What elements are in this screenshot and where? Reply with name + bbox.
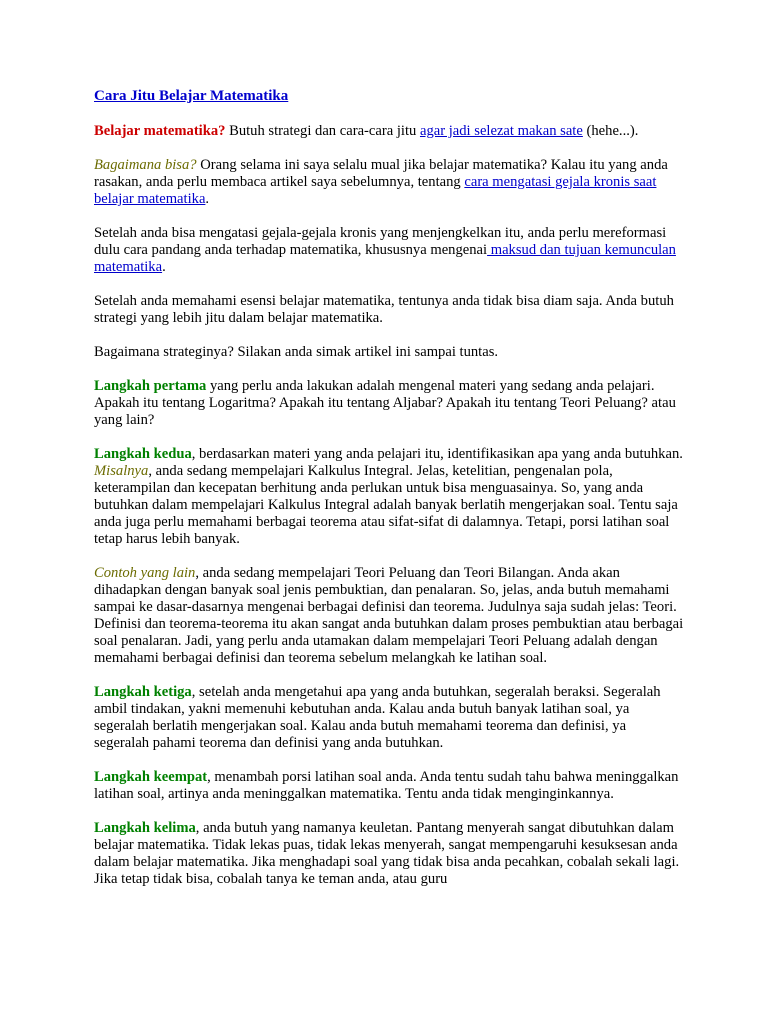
paragraph-strategi: Bagaimana strateginya? Silakan anda simak artikel ini sampai tuntas. (94, 344, 499, 360)
contoh-lain-text: , anda sedang mempelajari Teori Peluang dan Teori Bilangan. Anda akan dihadapkan dengan banyak soal jenis pembuktian, dan penalaran. So, jelas, anda butuh memahami sampai ke dasar-dasarnya mengenai berbagai definisi dan teorema. Judulnya saja sudah jelas: Teori. Definisi dan teorema-teorema itu akan sangat anda butuhkan dalam proses pembuktian atau berbagai soal penalaran. Jadi, yang perlu anda utamakan dalam mempelajari Teori Peluang adalah dengan memahami berbagai definisi dan teorema sebelum melangkah ke latihan soal. (94, 565, 684, 666)
paragraph-intro (94, 123, 684, 140)
paragraph-contoh-lain (94, 565, 684, 667)
langkah-pertama-text: yang perlu anda lakukan adalah mengenal materi yang sedang anda pelajari. Apakah itu tentang Logaritma? Apakah itu tentang Aljabar? Apakah itu tentang Teori Peluang? atau yang lain? (94, 378, 676, 428)
paragraph-langkah-keempat (94, 769, 684, 803)
bagaimana-text: Orang selama ini saya selalu mual jika belajar matematika? Kalau itu yang anda rasakan, anda perlu membaca artikel saya sebelumnya, tentang (94, 157, 668, 190)
link-selezat-makan-sate[interactable]: agar jadi selezat makan sate (419, 123, 583, 139)
paragraph-reformasi (94, 225, 684, 276)
article (94, 88, 684, 905)
paragraph-esensi: Setelah anda memahami esensi belajar matematika, tentunya anda tidak bisa diam saja. Anda butuh strategi yang lebih jitu dalam belajar matematika. (94, 293, 674, 326)
langkah-kedua-text: , berdasarkan materi yang anda pelajari itu, identifikasikan apa yang anda butuhkan. (191, 446, 683, 462)
langkah-ketiga-lead: Langkah ketiga (94, 684, 192, 700)
misalnya-lead: Misalnya (94, 463, 149, 479)
misalnya-text: , anda sedang mempelajari Kalkulus Integral. Jelas, ketelitian, pengenalan pola, keterampilan dan kecepatan berhitung anda perlukan untuk bisa menguasainya. So, yang anda butuhkan dalam mempelajari Kalkulus Integral adalah banyak berlatih mengerjakan soal. Tentu saja anda juga perlu memahami berbagai teorema atau sifat-sifat di dalamnya. Tetapi, porsi latihan soal tetap harus lebih banyak. (94, 463, 678, 547)
link-gejala-kronis[interactable]: cara mengatasi gejala kronis saat belajar matematika (94, 174, 657, 207)
langkah-kelima-lead: Langkah kelima (94, 820, 196, 836)
reformasi-text: Setelah anda bisa mengatasi gejala-gejala kronis yang menjengkelkan itu, anda perlu mereformasi dulu cara pandang anda terhadap matematika, khususnya mengenai (94, 225, 667, 258)
bagaimana-lead: Bagaimana bisa? (94, 157, 197, 173)
paragraph-bagaimana-bisa (94, 157, 684, 208)
langkah-ketiga-text: , setelah anda mengetahui apa yang anda butuhkan, segeralah beraksi. Segeralah ambil tindakan, yakni memenuhi kebutuhan anda. Kalau anda butuh banyak latihan soal, ya segeralah berlatih mengerjakan soal. Kalau anda butuh memahami teorema dan definisi, ya segeralah pahami teorema dan definisi yang anda butuhkan. (94, 684, 661, 751)
article-title: Cara Jitu Belajar Matematika (94, 88, 289, 104)
paragraph-langkah-kelima (94, 820, 684, 888)
link-maksud-tujuan[interactable]: maksud dan tujuan kemunculan matematika (94, 242, 676, 275)
langkah-pertama-lead: Langkah pertama (94, 378, 207, 394)
contoh-lain-lead: Contoh yang lain (94, 565, 196, 581)
paragraph-langkah-pertama (94, 378, 684, 429)
langkah-kelima-text: , anda butuh yang namanya keuletan. Pantang menyerah sangat dibutuhkan dalam belajar matematika. Tidak lekas puas, tidak lekas menyerah, sangat mempengaruhi kesuksesan anda dalam belajar matematika. Jika menghadapi soal yang tidak bisa anda pecahkan, cobalah sekali lagi. Jika tetap tidak bisa, cobalah tanya ke teman anda, atau guru (94, 820, 680, 887)
paragraph-langkah-ketiga (94, 684, 684, 752)
intro-tail: (hehe...). (582, 123, 639, 139)
intro-text: Butuh strategi dan cara-cara jitu (225, 123, 420, 139)
langkah-keempat-text: , menambah porsi latihan soal anda. Anda tentu sudah tahu bahwa meninggalkan latihan soal, artinya anda meninggalkan matematika. Tentu anda tidak menginginkannya. (94, 769, 679, 802)
langkah-kedua-lead: Langkah kedua (94, 446, 192, 462)
reformasi-tail: . (162, 259, 166, 275)
paragraph-misalnya (94, 463, 684, 548)
intro-lead: Belajar matematika? (94, 123, 226, 139)
paragraph-langkah-kedua (94, 446, 684, 463)
langkah-keempat-lead: Langkah keempat (94, 769, 208, 785)
bagaimana-tail: . (205, 191, 210, 207)
